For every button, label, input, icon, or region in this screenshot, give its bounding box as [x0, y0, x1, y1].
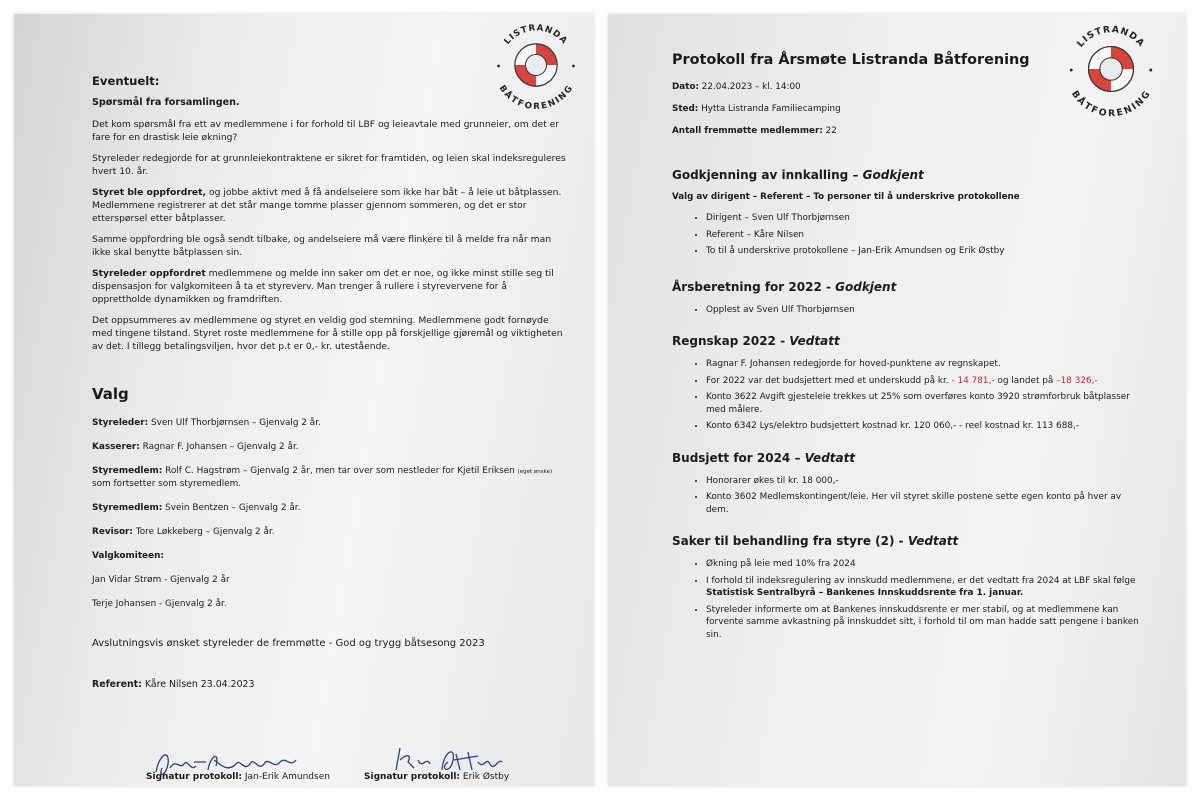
- bullet-list: [672, 558, 1146, 641]
- election-line: Styremedlem: Rolf C. Hagstrøm – Gjenvalg 2 år, men tar over som nestleder for Kjetil Eriksen (eget ønske) som fortsetter som styremedlem.: [92, 466, 553, 489]
- section-heading-board-matters: Saker til behandling fra styre (2) - Vedtatt: [672, 534, 959, 548]
- questions-subheading: Spørsmål fra forsamlingen.: [92, 97, 240, 108]
- section-subheading: Valg av dirigent – Referent – To personer til å underskrive protokollene: [672, 192, 1020, 202]
- protocol-content: [672, 48, 1146, 645]
- valg-heading: Valg: [92, 385, 129, 403]
- bullet-list: [672, 358, 1146, 433]
- bullet-list: [672, 475, 1146, 517]
- list-item: • Dirigent – Sven Ulf Thorbjørnsen: [706, 212, 1146, 225]
- meta-location: Sted: Hytta Listranda Familiecamping: [672, 104, 841, 114]
- meta-attendance: Antall fremmøtte medlemmer: 22: [672, 126, 837, 136]
- paragraph: Styreleder redegjorde for at grunnleiekontraktene er sikret for framtiden, og leien skal indeksreguleres hvert 10. år.: [92, 153, 566, 177]
- section-heading-budget: Budsjett for 2024 – Vedtatt: [672, 450, 856, 465]
- protocol-page-2: [14, 14, 594, 786]
- handwritten-signature-1: [150, 742, 300, 786]
- list-item: • To til å underskrive protokollene – Jan-Erik Amundsen og Erik Østby: [706, 245, 1146, 258]
- list-item: • For 2022 var det budsjettert med et underskudd på kr. - 14 781,- og landet på –18 326,-: [706, 375, 1146, 388]
- protocol-page-1: [608, 14, 1186, 786]
- election-line: Styreleder: Sven Ulf Thorbjørnsen – Gjenvalg 2 år.: [92, 418, 321, 428]
- list-item: • I forhold til indeksregulering av innskudd medlemmene, er det vedtatt fra 2024 at LBF skal følge Statistisk Sentralbyrå – Bankenes Innskuddsrente fra 1. januar.: [706, 575, 1146, 600]
- election-line: Kasserer: Ragnar F. Johansen – Gjenvalg 2 år.: [92, 442, 299, 452]
- paragraph: Styret ble oppfordret, og jobbe aktivt med å få andelseiere som ikke har båt – å leie ut båtplassen. Medlemmene registrerer at det står mange tomme plasser gjennom sommeren, og det er stor etterspørsel etter båtplasser.: [92, 187, 562, 224]
- signature-2: Signatur protokoll: Erik Østby: [364, 772, 509, 782]
- list-item: • Opplest av Sven Ulf Thorbjørnsen: [706, 304, 1146, 317]
- document-title: Protokoll fra Årsmøte Listranda Båtforening: [672, 52, 1030, 68]
- handwritten-signature-2: [386, 740, 506, 784]
- bullet-list: [672, 212, 1146, 258]
- bullet-list: [672, 304, 1146, 317]
- paragraph: Samme oppfordring ble også sendt tilbake, og andelseiere må være flinkere til å melde fra når man ikke skal benytte båtplassen sin.: [92, 234, 552, 258]
- election-line: Styremedlem: Svein Bentzen – Gjenvalg 2 år.: [92, 503, 301, 513]
- svg-text:BÅTFORENING: BÅTFORENING: [1068, 88, 1153, 120]
- svg-text:BÅTFORENING: BÅTFORENING: [496, 83, 576, 113]
- signature-1: Signatur protokoll: Jan-Erik Amundsen: [146, 772, 330, 782]
- paragraph: Det oppsummeres av medlemmene og styret en veldig god stemning. Medlemmene godt fornøyde med tingene tilstand. Styret roste medlemmene for å stille opp på forskjellige gjøremål og viktigheten av det. I tillegg betalingsviljen, hvor det p.t er 0,- kr. utestående.: [92, 315, 563, 352]
- section-heading-accounts: Regnskap 2022 - Vedtatt: [672, 334, 840, 348]
- paragraph: Det kom spørsmål fra ett av medlemmene i for forhold til LBF og leieavtale med grunneier, om det er fare for en drastisk leie økning?: [92, 119, 560, 143]
- eventuelt-heading: Eventuelt:: [92, 74, 160, 88]
- list-item: • Honorarer økes til kr. 18 000,-: [706, 475, 1146, 488]
- list-item: • Økning på leie med 10% fra 2024: [706, 558, 1146, 571]
- election-line: Valgkomiteen:: [92, 551, 164, 561]
- list-item: • Ragnar F. Johansen redegjorde for hoved-punktene av regnskapet.: [706, 358, 1146, 371]
- referent-line: Referent: Kåre Nilsen 23.04.2023: [92, 679, 255, 690]
- signature-row: [146, 726, 586, 782]
- list-item: • Styreleder informerte om at Bankenes innskuddsrente er mer stabil, og at medlemmene kan forvente samme avkastning på innskuddet sitt, i forhold til om man hadde satt pengene i banken sin.: [706, 604, 1146, 642]
- eventuelt-section: [92, 74, 566, 690]
- list-item: • Referent – Kåre Nilsen: [706, 229, 1146, 242]
- committee-member: Terje Johansen - Gjenvalg 2 år.: [92, 599, 227, 609]
- list-item: • Konto 3602 Medlemskontingent/leie. Her vil styret skille postene sette egen konto på hver av dem.: [706, 491, 1146, 516]
- paragraph: Styreleder oppfordret medlemmene og melde inn saker om det er noe, og ikke minst stille seg til dispensasjon for valgkomiteen å ta et styreverv. Man trenger å rullere i styrevervene for å opprettholde dynamikken og framdriften.: [92, 268, 554, 305]
- svg-text:LISTRANDA: LISTRANDA: [502, 23, 570, 47]
- svg-text:LISTRANDA: LISTRANDA: [1074, 24, 1148, 50]
- section-heading-approval: Godkjenning av innkalling – Godkjent: [672, 168, 924, 182]
- committee-member: Jan Vidar Strøm - Gjenvalg 2 år: [92, 575, 230, 585]
- list-item: • Konto 3622 Avgift gjesteleie trekkes ut 25% som overføres konto 3920 strømforbruk båtplasser med målere.: [706, 391, 1146, 416]
- list-item: • Konto 6342 Lys/elektro budsjettert kostnad kr. 120 060,- - reel kostnad kr. 113 688,-: [706, 420, 1146, 433]
- closing-remark: Avslutningsvis ønsket styreleder de fremmøtte - God og trygg båtsesong 2023: [92, 638, 485, 649]
- meta-date: Dato: 22.04.2023 – kl. 14:00: [672, 82, 801, 92]
- section-heading-annual-report: Årsberetning for 2022 - Godkjent: [672, 279, 897, 294]
- election-line: Revisor: Tore Løkkeberg – Gjenvalg 2 år.: [92, 527, 275, 537]
